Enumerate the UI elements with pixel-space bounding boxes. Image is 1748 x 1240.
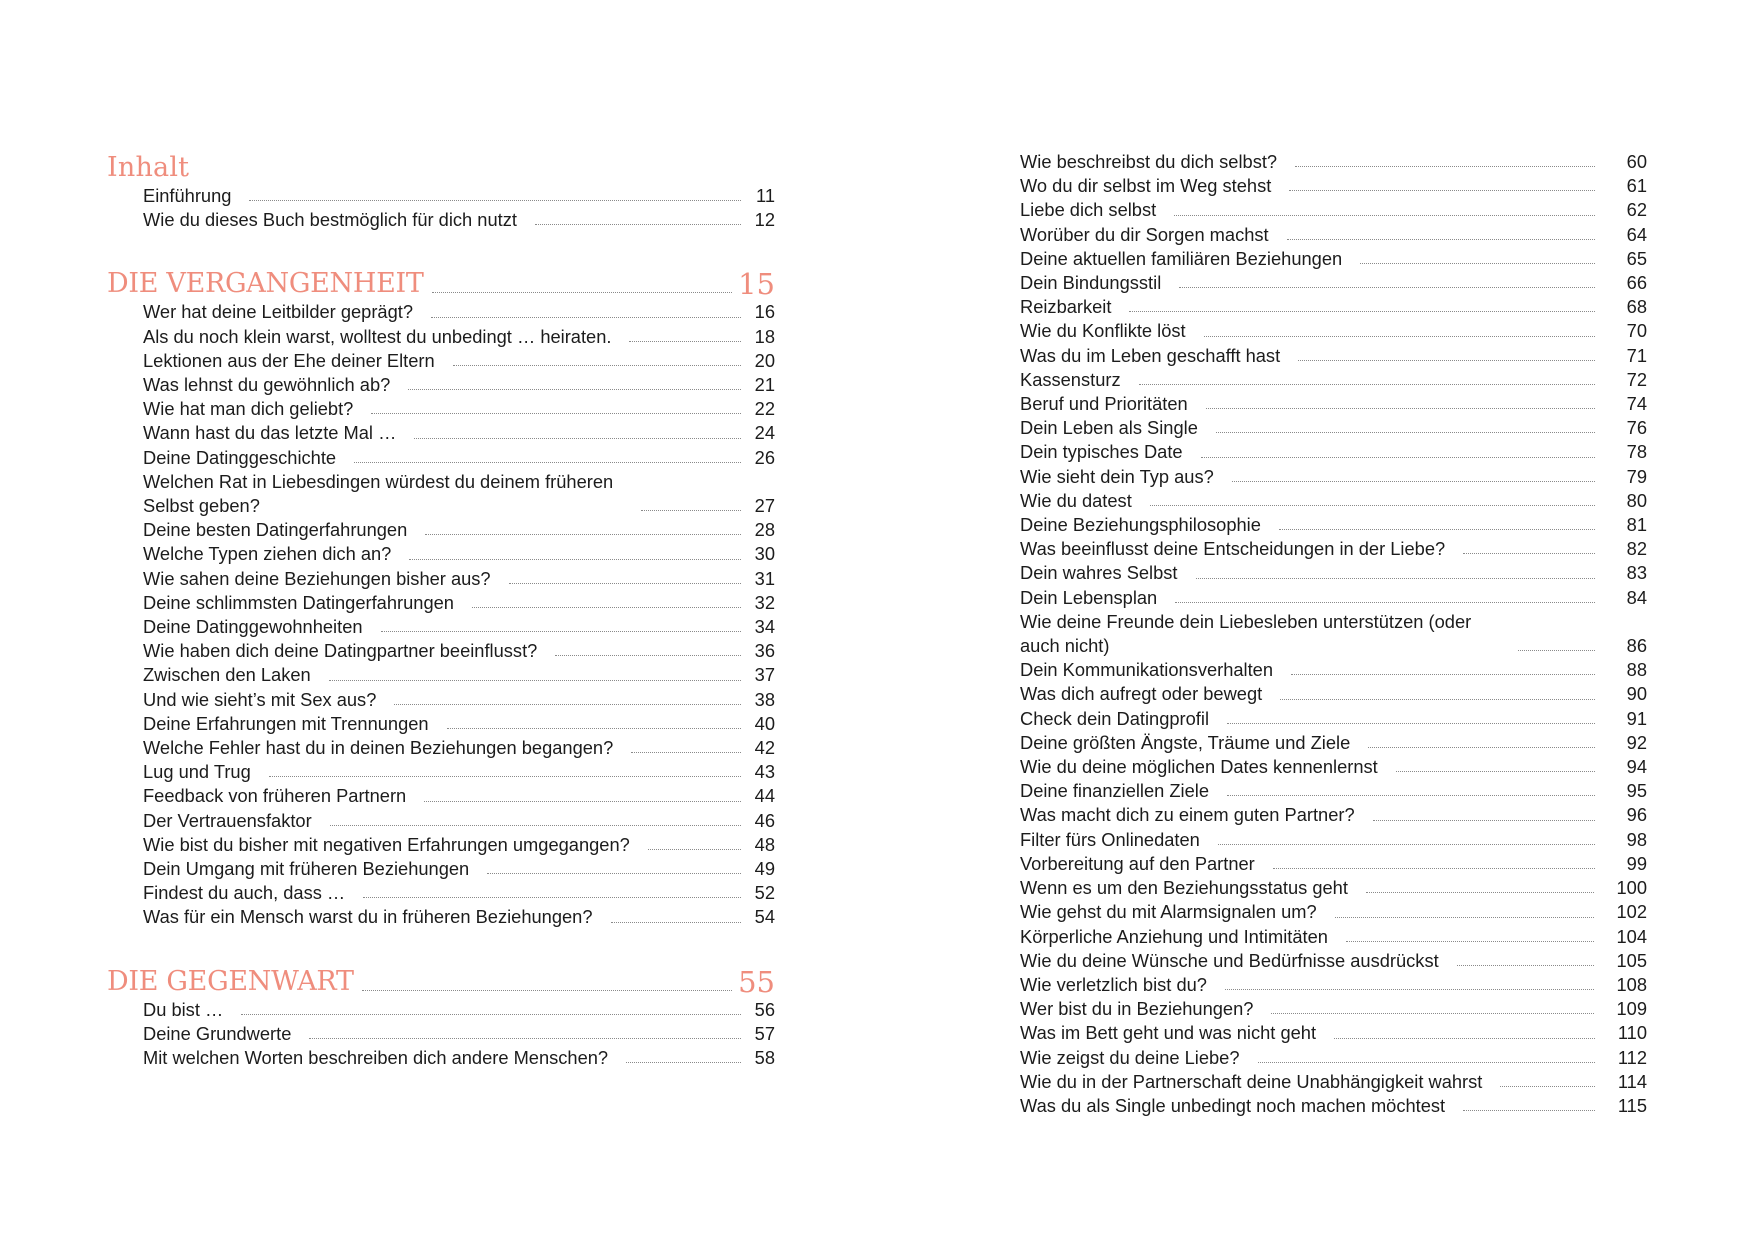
leader-dots <box>408 389 741 390</box>
leader-dots <box>509 583 741 584</box>
leader-dots <box>1150 505 1595 506</box>
entry-title: Wie bist du bisher mit negativen Erfahrungen umgegangen? <box>143 833 630 855</box>
leader-dots <box>1201 457 1595 458</box>
leader-dots <box>1500 1086 1595 1087</box>
leader-dots <box>1179 287 1595 288</box>
leader-dots <box>269 776 741 777</box>
toc-entry[interactable] <box>143 809 775 833</box>
leader-dots <box>631 752 741 753</box>
entry-page-number: 62 <box>1626 199 1647 221</box>
entry-page-number: 74 <box>1626 393 1647 415</box>
toc-entry[interactable] <box>1020 368 1647 392</box>
entry-page-number: 95 <box>1626 780 1647 802</box>
toc-title-text: Inhalt <box>107 152 190 183</box>
entry-page-number: 38 <box>754 688 775 710</box>
entry-title: Was macht dich zu einem guten Partner? <box>1020 804 1355 826</box>
leader-dots <box>1518 650 1595 651</box>
section-heading-gegenwart <box>107 964 775 1000</box>
entry-title: Was dich aufregt oder bewegt <box>1020 683 1263 705</box>
entry-title: Wie sahen deine Beziehungen bisher aus? <box>143 567 491 589</box>
toc-entry[interactable] <box>1020 271 1647 295</box>
entry-page-number: 34 <box>754 616 775 638</box>
leader-dots <box>535 224 741 225</box>
toc-entry[interactable] <box>143 833 775 857</box>
entry-title: Was für ein Mensch warst du in früheren Beziehungen? <box>143 906 593 928</box>
toc-entry[interactable] <box>1020 755 1647 779</box>
leader-dots <box>1216 432 1595 433</box>
entry-title: Deine größten Ängste, Träume und Ziele <box>1020 731 1351 753</box>
entry-page-number: 114 <box>1617 1070 1647 1092</box>
entry-title: Was beeinflusst deine Entscheidungen in der Liebe? <box>1020 538 1446 560</box>
toc-entry[interactable] <box>143 184 775 208</box>
entry-title: Wie du deine Wünsche und Bedürfnisse ausdrückst <box>1020 949 1439 971</box>
toc-entry[interactable] <box>143 1046 775 1070</box>
section-title: DIE GEGENWART <box>107 965 354 997</box>
entry-title: Wo du dir selbst im Weg stehst <box>1020 175 1272 197</box>
toc-entry[interactable] <box>143 470 775 518</box>
toc-entry[interactable] <box>143 591 775 615</box>
entry-page-number: 52 <box>754 882 775 904</box>
toc-entry[interactable] <box>1020 392 1647 416</box>
toc-entry[interactable] <box>143 518 775 542</box>
toc-entry[interactable] <box>143 881 775 905</box>
entry-title: Was lehnst du gewöhnlich ab? <box>143 374 391 396</box>
toc-entry[interactable] <box>1020 803 1647 827</box>
entry-page-number: 46 <box>754 809 775 831</box>
leader-dots <box>330 825 741 826</box>
entry-title: Wie du dieses Buch bestmöglich für dich nutzt <box>143 209 517 231</box>
entry-title: Was du als Single unbedingt noch machen möchtest <box>1020 1094 1446 1116</box>
entry-page-number: 70 <box>1626 320 1647 342</box>
entry-page-number: 30 <box>754 543 775 565</box>
entry-page-number: 27 <box>754 495 775 517</box>
entry-title: Beruf und Prioritäten <box>1020 393 1188 415</box>
toc-entry[interactable] <box>1020 707 1647 731</box>
entry-title: Dein Bindungsstil <box>1020 272 1162 294</box>
entry-page-number: 82 <box>1626 538 1647 560</box>
entry-page-number: 90 <box>1626 683 1647 705</box>
entry-page-number: 24 <box>754 422 775 444</box>
toc-entry[interactable] <box>143 712 775 736</box>
toc-entry[interactable] <box>143 857 775 881</box>
entry-page-number: 86 <box>1626 635 1647 657</box>
toc-entry[interactable] <box>1020 174 1647 198</box>
toc-entry[interactable] <box>1020 779 1647 803</box>
toc-entry[interactable] <box>143 784 775 808</box>
entry-title: Welchen Rat in Liebesdingen würdest du deinem früheren Selbst geben? <box>143 470 614 517</box>
toc-entry[interactable] <box>143 615 775 639</box>
leader-dots <box>1360 263 1595 264</box>
leader-dots <box>1463 1110 1595 1111</box>
leader-dots <box>1346 941 1595 942</box>
leader-dots <box>1204 336 1595 337</box>
entry-title: Wie hat man dich geliebt? <box>143 398 354 420</box>
entry-page-number: 96 <box>1626 804 1647 826</box>
entry-title: Wann hast du das letzte Mal … <box>143 422 397 444</box>
entry-page-number: 94 <box>1626 756 1647 778</box>
entry-page-number: 20 <box>754 349 775 371</box>
entry-title: Deine Datinggeschichte <box>143 446 337 468</box>
entry-page-number: 12 <box>754 209 775 231</box>
entry-title: Worüber du dir Sorgen machst <box>1020 223 1269 245</box>
toc-entry[interactable] <box>143 736 775 760</box>
intro-entries <box>107 184 775 232</box>
entry-title: Wie deine Freunde dein Liebesleben unterstützen (oder auch nicht) <box>1020 610 1472 657</box>
leader-dots <box>1227 723 1595 724</box>
toc-entry[interactable] <box>1020 876 1647 900</box>
toc-entry[interactable] <box>143 567 775 591</box>
leader-dots <box>309 1038 741 1039</box>
leader-dots <box>1232 481 1595 482</box>
entry-page-number: 102 <box>1616 901 1647 923</box>
leader-dots <box>1218 844 1595 845</box>
leader-dots <box>648 849 741 850</box>
entry-page-number: 76 <box>1626 417 1647 439</box>
toc-entry[interactable] <box>1020 586 1647 610</box>
entry-page-number: 65 <box>1626 247 1647 269</box>
entry-title: Wie gehst du mit Alarmsignalen um? <box>1020 901 1317 923</box>
toc-entry[interactable] <box>1020 1070 1647 1094</box>
entry-page-number: 21 <box>754 374 775 396</box>
leader-dots <box>424 801 741 802</box>
entry-page-number: 60 <box>1626 151 1647 172</box>
entry-page-number: 64 <box>1626 223 1647 245</box>
entry-page-number: 28 <box>754 519 775 541</box>
entry-page-number: 26 <box>754 446 775 468</box>
entry-title: Zwischen den Laken <box>143 664 311 686</box>
entry-title: Dein Umgang mit früheren Beziehungen <box>143 858 470 880</box>
entry-page-number: 49 <box>754 858 775 880</box>
entry-page-number: 66 <box>1626 272 1647 294</box>
toc-entry[interactable] <box>143 1022 775 1046</box>
toc-entry[interactable] <box>1020 997 1647 1021</box>
leader-dots <box>1206 408 1595 409</box>
leader-dots <box>1279 529 1595 530</box>
entry-title: Wie du datest <box>1020 489 1132 511</box>
toc-entry[interactable] <box>1020 319 1647 343</box>
leader-dots <box>1295 166 1595 167</box>
entry-page-number: 115 <box>1617 1094 1647 1116</box>
leader-dots <box>641 510 741 511</box>
entry-title: Dein wahres Selbst <box>1020 562 1178 584</box>
vergangenheit-entries <box>107 300 775 929</box>
toc-right <box>874 150 1668 1118</box>
entry-page-number: 112 <box>1617 1046 1647 1068</box>
entry-title: Dein Leben als Single <box>1020 417 1198 439</box>
entry-title: Filter fürs Onlinedaten <box>1020 828 1200 850</box>
entry-page-number: 100 <box>1616 877 1647 899</box>
entry-title: Vorbereitung auf den Partner <box>1020 852 1255 874</box>
toc-entry[interactable] <box>1020 537 1647 561</box>
leader-dots <box>1289 190 1595 191</box>
toc-entry[interactable] <box>143 688 775 712</box>
leader-dots <box>1366 892 1595 893</box>
entry-title: Deine Erfahrungen mit Trennungen <box>143 712 429 734</box>
entry-title: Deine finanziellen Ziele <box>1020 780 1210 802</box>
toc-entry[interactable] <box>143 208 775 232</box>
entry-page-number: 37 <box>754 664 775 686</box>
leader-dots <box>626 1062 741 1063</box>
entry-title: Deine besten Datingerfahrungen <box>143 519 408 541</box>
right-page <box>874 0 1748 1240</box>
leader-dots <box>555 655 741 656</box>
entry-page-number: 81 <box>1626 514 1647 536</box>
toc-entry[interactable] <box>143 325 775 349</box>
entry-title: Deine Beziehungsphilosophie <box>1020 514 1261 536</box>
leader-dots <box>414 438 741 439</box>
toc-entry[interactable] <box>143 373 775 397</box>
toc-entry[interactable] <box>143 639 775 663</box>
entry-page-number: 78 <box>1626 441 1647 463</box>
toc-entry[interactable] <box>1020 465 1647 489</box>
leader-dots <box>1196 578 1596 579</box>
entry-title: Wie verletzlich bist du? <box>1020 973 1207 995</box>
entry-title: Wie sieht dein Typ aus? <box>1020 465 1214 487</box>
leader-dots <box>1287 239 1595 240</box>
entry-title: Kassensturz <box>1020 368 1121 390</box>
leader-dots <box>611 922 742 923</box>
leader-dots <box>1258 1062 1595 1063</box>
leader-dots <box>1273 868 1595 869</box>
entry-page-number: 44 <box>754 785 775 807</box>
entry-title: Was im Bett geht und was nicht geht <box>1020 1022 1317 1044</box>
leader-dots <box>1291 674 1595 675</box>
entry-page-number: 43 <box>754 761 775 783</box>
toc-entry[interactable] <box>143 542 775 566</box>
toc-entry[interactable] <box>1020 1021 1647 1045</box>
leader-dots <box>371 413 741 414</box>
toc-entry[interactable] <box>143 446 775 470</box>
entry-title: Check dein Datingprofil <box>1020 707 1210 729</box>
toc-entry[interactable] <box>1020 150 1647 174</box>
leader-dots <box>431 317 741 318</box>
toc-entry[interactable] <box>1020 731 1647 755</box>
entry-page-number: 71 <box>1626 344 1647 366</box>
entry-title: Dein Lebensplan <box>1020 586 1158 608</box>
entry-title: Dein Kommunikationsverhalten <box>1020 659 1274 681</box>
toc-entry[interactable] <box>1020 247 1647 271</box>
leader-dots <box>1335 917 1595 918</box>
entry-title: Feedback von früheren Partnern <box>143 785 407 807</box>
toc-entry[interactable] <box>1020 658 1647 682</box>
leader-dots <box>1280 699 1595 700</box>
toc-entry[interactable] <box>1020 561 1647 585</box>
toc-entry[interactable] <box>1020 513 1647 537</box>
entry-title: Und wie sieht’s mit Sex aus? <box>143 688 377 710</box>
toc-entry[interactable] <box>1020 852 1647 876</box>
entry-title: Deine schlimmsten Datingerfahrungen <box>143 591 454 613</box>
entry-title: Reizbarkeit <box>1020 296 1112 318</box>
entry-title: Wer hat deine Leitbilder geprägt? <box>143 301 413 323</box>
section-page-number: 15 <box>738 267 775 302</box>
toc-entry[interactable] <box>1020 949 1647 973</box>
entry-title: Wie du in der Partnerschaft deine Unabhängigkeit wahrst <box>1020 1070 1483 1092</box>
right-entries <box>1020 150 1668 1118</box>
entry-title: Wie zeigst du deine Liebe? <box>1020 1046 1240 1068</box>
entry-page-number: 42 <box>754 737 775 759</box>
entry-page-number: 31 <box>754 567 775 589</box>
entry-page-number: 16 <box>754 301 775 323</box>
entry-title: Wie haben dich deine Datingpartner beeinflusst? <box>143 640 538 662</box>
entry-page-number: 48 <box>754 833 775 855</box>
entry-title: Wie beschreibst du dich selbst? <box>1020 151 1278 172</box>
entry-page-number: 58 <box>754 1047 775 1069</box>
leader-dots <box>1271 1013 1594 1014</box>
entry-page-number: 105 <box>1616 949 1647 971</box>
leader-dots <box>453 365 741 366</box>
leader-dots <box>447 728 741 729</box>
entry-page-number: 83 <box>1626 562 1647 584</box>
toc-entry[interactable] <box>1020 198 1647 222</box>
entry-title: Findest du auch, dass … <box>143 882 346 904</box>
leader-dots <box>1373 820 1595 821</box>
entry-page-number: 61 <box>1626 175 1647 197</box>
toc-title <box>107 150 775 186</box>
leader-dots <box>394 704 741 705</box>
leader-dots <box>363 897 741 898</box>
entry-title: Du bist … <box>143 998 224 1020</box>
entry-title: Körperliche Anziehung und Intimitäten <box>1020 925 1328 947</box>
leader-dots <box>1227 795 1595 796</box>
leader-dots <box>629 341 741 342</box>
entry-title: Der Vertrauensfaktor <box>143 809 312 831</box>
entry-title: Als du noch klein warst, wolltest du unbedingt … heiraten. <box>143 325 612 347</box>
entry-page-number: 57 <box>754 1022 775 1044</box>
entry-title: Wie du Konflikte löst <box>1020 320 1186 342</box>
toc-entry[interactable] <box>1020 440 1647 464</box>
entry-page-number: 104 <box>1616 925 1647 947</box>
entry-title: Einführung <box>143 185 232 206</box>
toc-entry[interactable] <box>1020 973 1647 997</box>
leader-dots <box>1457 965 1595 966</box>
leader-dots <box>1175 602 1595 603</box>
entry-page-number: 92 <box>1626 731 1647 753</box>
toc-entry[interactable] <box>143 998 775 1022</box>
leader-dots <box>1129 311 1595 312</box>
entry-page-number: 84 <box>1626 586 1647 608</box>
gegenwart-entries <box>107 998 775 1071</box>
entry-title: Liebe dich selbst <box>1020 199 1157 221</box>
entry-page-number: 40 <box>754 712 775 734</box>
entry-page-number: 108 <box>1616 973 1647 995</box>
entry-page-number: 68 <box>1626 296 1647 318</box>
leader-dots <box>354 462 741 463</box>
entry-page-number: 72 <box>1626 368 1647 390</box>
entry-page-number: 56 <box>754 998 775 1020</box>
leader-dots <box>1368 747 1595 748</box>
leader-dots <box>1463 553 1595 554</box>
entry-page-number: 79 <box>1626 465 1647 487</box>
leader-dots <box>1298 360 1595 361</box>
leader-dots <box>1139 384 1595 385</box>
leader-dots <box>409 559 741 560</box>
entry-page-number: 110 <box>1617 1022 1647 1044</box>
toc-left <box>107 150 775 1070</box>
leader-dots <box>1396 771 1595 772</box>
leader-dots <box>1334 1038 1595 1039</box>
entry-page-number: 54 <box>754 906 775 928</box>
entry-title: Lektionen aus der Ehe deiner Eltern <box>143 349 435 371</box>
entry-page-number: 88 <box>1626 659 1647 681</box>
toc-entry[interactable] <box>143 421 775 445</box>
leader-dots <box>487 873 741 874</box>
toc-entry[interactable] <box>143 300 775 324</box>
entry-page-number: 99 <box>1626 852 1647 874</box>
toc-entry[interactable] <box>143 349 775 373</box>
entry-title: Wer bist du in Beziehungen? <box>1020 998 1254 1020</box>
toc-entry[interactable] <box>1020 925 1647 949</box>
section-heading-vergangenheit <box>107 266 775 302</box>
toc-entry[interactable] <box>1020 682 1647 706</box>
entry-page-number: 109 <box>1616 998 1647 1020</box>
toc-entry[interactable] <box>143 397 775 421</box>
toc-entry[interactable] <box>1020 1094 1647 1118</box>
leader-dots <box>249 200 741 201</box>
leader-dots <box>432 292 733 293</box>
toc-entry[interactable] <box>1020 610 1647 658</box>
toc-entry[interactable] <box>1020 344 1647 368</box>
toc-entry[interactable] <box>1020 1046 1647 1070</box>
entry-title: Wie du deine möglichen Dates kennenlernst <box>1020 756 1378 778</box>
entry-title: Welche Fehler hast du in deinen Beziehungen begangen? <box>143 737 614 759</box>
entry-page-number: 91 <box>1626 707 1647 729</box>
leader-dots <box>329 680 741 681</box>
entry-page-number: 36 <box>754 640 775 662</box>
entry-title: Welche Typen ziehen dich an? <box>143 543 392 565</box>
leader-dots <box>1225 989 1595 990</box>
entry-page-number: 18 <box>754 325 775 347</box>
entry-title: Lug und Trug <box>143 761 251 783</box>
leader-dots <box>1174 215 1595 216</box>
entry-page-number: 80 <box>1626 489 1647 511</box>
leader-dots <box>362 990 732 991</box>
entry-page-number: 98 <box>1626 828 1647 850</box>
section-page-number: 55 <box>738 964 775 999</box>
entry-title: Dein typisches Date <box>1020 441 1183 463</box>
section-title: DIE VERGANGENHEIT <box>107 268 424 300</box>
toc-entry[interactable] <box>1020 295 1647 319</box>
entry-page-number: 22 <box>754 398 775 420</box>
toc-entry[interactable] <box>143 760 775 784</box>
leader-dots <box>241 1014 741 1015</box>
leader-dots <box>425 534 741 535</box>
entry-page-number: 32 <box>754 591 775 613</box>
toc-entry[interactable] <box>143 905 775 929</box>
entry-title: Mit welchen Worten beschreiben dich andere Menschen? <box>143 1047 609 1069</box>
toc-entry[interactable] <box>1020 900 1647 924</box>
leader-dots <box>381 631 741 632</box>
entry-page-number: 11 <box>756 185 775 206</box>
entry-title: Was du im Leben geschafft hast <box>1020 344 1281 366</box>
toc-entry[interactable] <box>1020 489 1647 513</box>
entry-title: Wenn es um den Beziehungsstatus geht <box>1020 877 1348 899</box>
toc-entry[interactable] <box>143 663 775 687</box>
entry-title: Deine Grundwerte <box>143 1022 292 1044</box>
entry-title: Deine Datinggewohnheiten <box>143 616 363 638</box>
toc-entry[interactable] <box>1020 828 1647 852</box>
toc-entry[interactable] <box>1020 416 1647 440</box>
toc-entry[interactable] <box>1020 223 1647 247</box>
entry-title: Deine aktuellen familiären Beziehungen <box>1020 247 1343 269</box>
leader-dots <box>472 607 741 608</box>
